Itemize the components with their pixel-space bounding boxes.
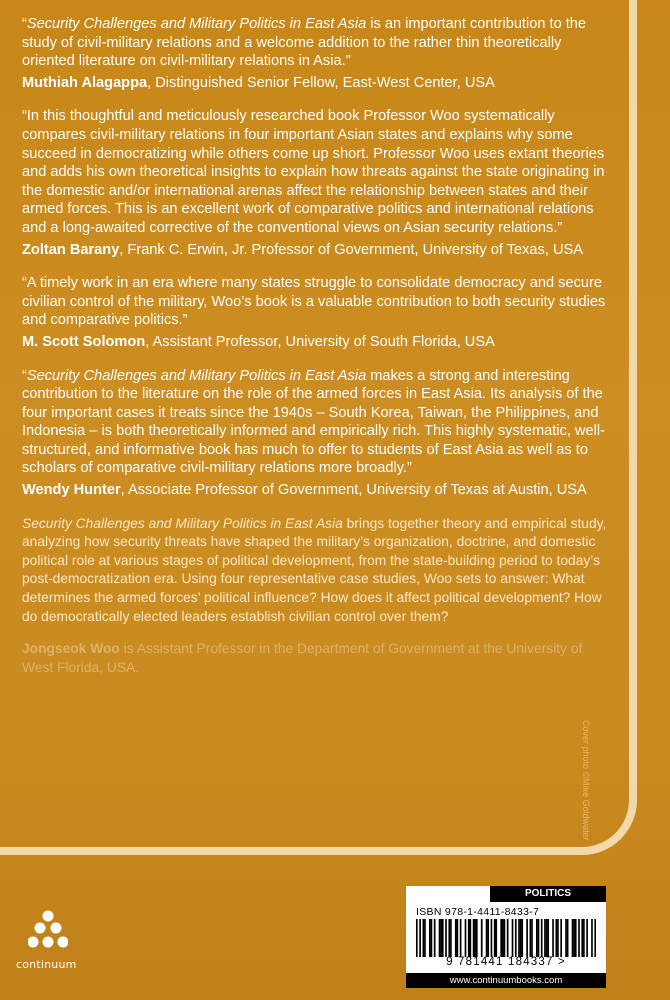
isbn-barcode-panel: [406, 886, 606, 988]
barcode-bar: [424, 919, 426, 957]
category-label: POLITICS: [490, 886, 606, 902]
barcode-bar: [450, 919, 452, 957]
barcode-bar: [416, 919, 418, 957]
endorsement-attribution: [22, 241, 612, 260]
barcode-bar: [552, 919, 554, 957]
endorsement-quote: “A timely work in an era where many states struggle to consolidate democracy and secure civilian control of the military, Woo’s book is a valuable contribution to both security studies and comparative politics.”: [22, 275, 606, 329]
barcode-bar: [565, 919, 567, 957]
barcode-bar: [547, 919, 549, 957]
endorsement-quote: “In this thoughtful and meticulously researched book Professor Woo systematically compares civil-military relations in four important Asian states and explains why some succeed in democratizing while others come up short. Professor Woo uses extant theories and adds his own theoretical insights to explain how threats against the state originating in the domestic and/or international arenas affect the relationship between states and their armed forces. This is an excellent work of comparative politics and international relations and a long-awaited corrective of the conventional views on Asian security relations.”: [22, 108, 605, 236]
barcode-icon: [416, 919, 596, 957]
barcode-bar: [555, 919, 557, 957]
barcode-bar: [546, 919, 548, 957]
barcode-bar: [481, 919, 483, 957]
barcode-bar: [538, 919, 540, 957]
endorser-affiliation: , Assistant Professor, University of South Florida, USA: [145, 333, 495, 350]
endorser-affiliation: , Frank C. Erwin, Jr. Professor of Government, University of Texas, USA: [119, 241, 583, 258]
endorser-affiliation: , Associate Professor of Government, University of Texas at Austin, USA: [120, 482, 587, 499]
barcode-bar: [470, 919, 472, 957]
barcode-bar: [586, 919, 588, 957]
barcode-bar: [448, 919, 450, 957]
barcode-bar: [429, 919, 431, 957]
barcode-bar: [581, 919, 583, 957]
barcode-bar: [530, 919, 532, 957]
barcode-bar: [560, 919, 562, 957]
barcode-bar: [445, 919, 447, 957]
barcode-bar: [531, 919, 533, 957]
barcode-bar: [500, 919, 502, 957]
barcode-bar: [494, 919, 496, 957]
barcode-bar: [557, 919, 559, 957]
barcode-bar: [515, 919, 517, 957]
barcode-bar: [567, 919, 569, 957]
barcode-bar: [520, 919, 522, 957]
endorsements-section: [22, 15, 612, 677]
barcode-bar: [476, 919, 478, 957]
endorsement-attribution: [22, 481, 612, 500]
barcode-bar: [440, 919, 442, 957]
barcode-bar: [468, 919, 470, 957]
barcode-bar: [526, 919, 528, 957]
barcode-bar: [455, 919, 457, 957]
barcode-bar: [578, 919, 580, 957]
book-title-italic: Security Challenges and Military Politics in East Asia: [26, 367, 367, 384]
barcode-bar: [486, 919, 488, 957]
barcode-bar: [434, 919, 436, 957]
publisher-logo: [16, 910, 78, 971]
barcode-bar: [502, 919, 504, 957]
barcode-bar: [591, 919, 593, 957]
barcode-bar: [473, 919, 475, 957]
barcode-bar: [518, 919, 520, 957]
photo-credit: Cover photo ©Mike Goldwater: [581, 720, 591, 841]
author-name: Jongseok Woo: [22, 641, 120, 657]
book-description: Security Challenges and Military Politics in East Asia brings together theory and empirical study, analyzing how security threats have shaped the military’s organization, doctrine, and domestic political role at various stages of political development, from the state-building period to today’s post-democratization era. Using four representative case studies, Woo sets to answer: What determines the armed forces’ political influence? How does it affect political development? How do democratically elected leaders establish civilian control over them?: [22, 515, 607, 624]
endorsement-quote: “Security Challenges and Military Politics in East Asia makes a strong and interesting contribution to the literature on the role of the armed forces in East Asia. Its analysis of the four important cases it treats since the 1940s – South Korea, Taiwan, the Philippines, and Indonesia – is both theoretically informed and empirically rich. This highly systematic, well-structured, and informative book has much to offer to students of East Asia as well as to scholars of comparative civil-military relations more broadly.”: [22, 367, 605, 477]
barcode-bar: [541, 919, 543, 957]
book-title-italic: Security Challenges and Military Politics in East Asia: [26, 16, 367, 32]
book-title-italic: Security Challenges and Military Politics in East Asia: [22, 515, 343, 531]
barcode-bar: [422, 919, 424, 957]
barcode-bar: [491, 919, 493, 957]
endorser-name: M. Scott Solomon: [22, 333, 146, 350]
barcode-bar: [439, 919, 441, 957]
barcode-bar: [495, 919, 497, 957]
continuum-logo-icon: [28, 910, 68, 956]
barcode-bar: [512, 919, 514, 957]
endorser-name: Wendy Hunter: [22, 482, 121, 499]
barcode-bar: [487, 919, 489, 957]
barcode-bar: [544, 919, 546, 957]
barcode-bar: [536, 919, 538, 957]
barcode-bar: [575, 919, 577, 957]
barcode-bar: [521, 919, 523, 957]
barcode-bar: [504, 919, 506, 957]
barcode-bar: [573, 919, 575, 957]
endorser-name: Muthiah Alagappa: [22, 74, 148, 91]
publisher-name: continuum: [16, 958, 77, 971]
endorser-name: Zoltan Barany: [22, 241, 120, 258]
barcode-bar: [474, 919, 476, 957]
barcode-digits: 9 781441 184337 >: [446, 956, 566, 968]
barcode-bar: [431, 919, 433, 957]
barcode-bar: [465, 919, 467, 957]
publisher-url: www.continuumbooks.com: [406, 973, 606, 988]
isbn-text: ISBN 978-1-4411-8433-7: [416, 906, 540, 918]
barcode-bar: [572, 919, 574, 957]
barcode-bar: [583, 919, 585, 957]
barcode-bar: [507, 919, 509, 957]
author-bio: Jongseok Woo is Assistant Professor in the Department of Government at the University of West Florida, USA.: [22, 641, 583, 675]
barcode-bar: [460, 919, 462, 957]
endorsement-quote: “Security Challenges and Military Politics in East Asia is an important contribution to the study of civil-military relations and a welcome addition to the rather thin theoretically oriented literature on civil-military relations in Asia.": [22, 16, 587, 70]
barcode-bar: [457, 919, 459, 957]
endorsement-attribution: [22, 74, 612, 93]
barcode-bar: [419, 919, 421, 957]
barcode-bar: [594, 919, 596, 957]
endorsement-attribution: [22, 333, 612, 352]
endorser-affiliation: , Distinguished Senior Fellow, East-West Center, USA: [147, 74, 495, 91]
barcode-bar: [442, 919, 444, 957]
